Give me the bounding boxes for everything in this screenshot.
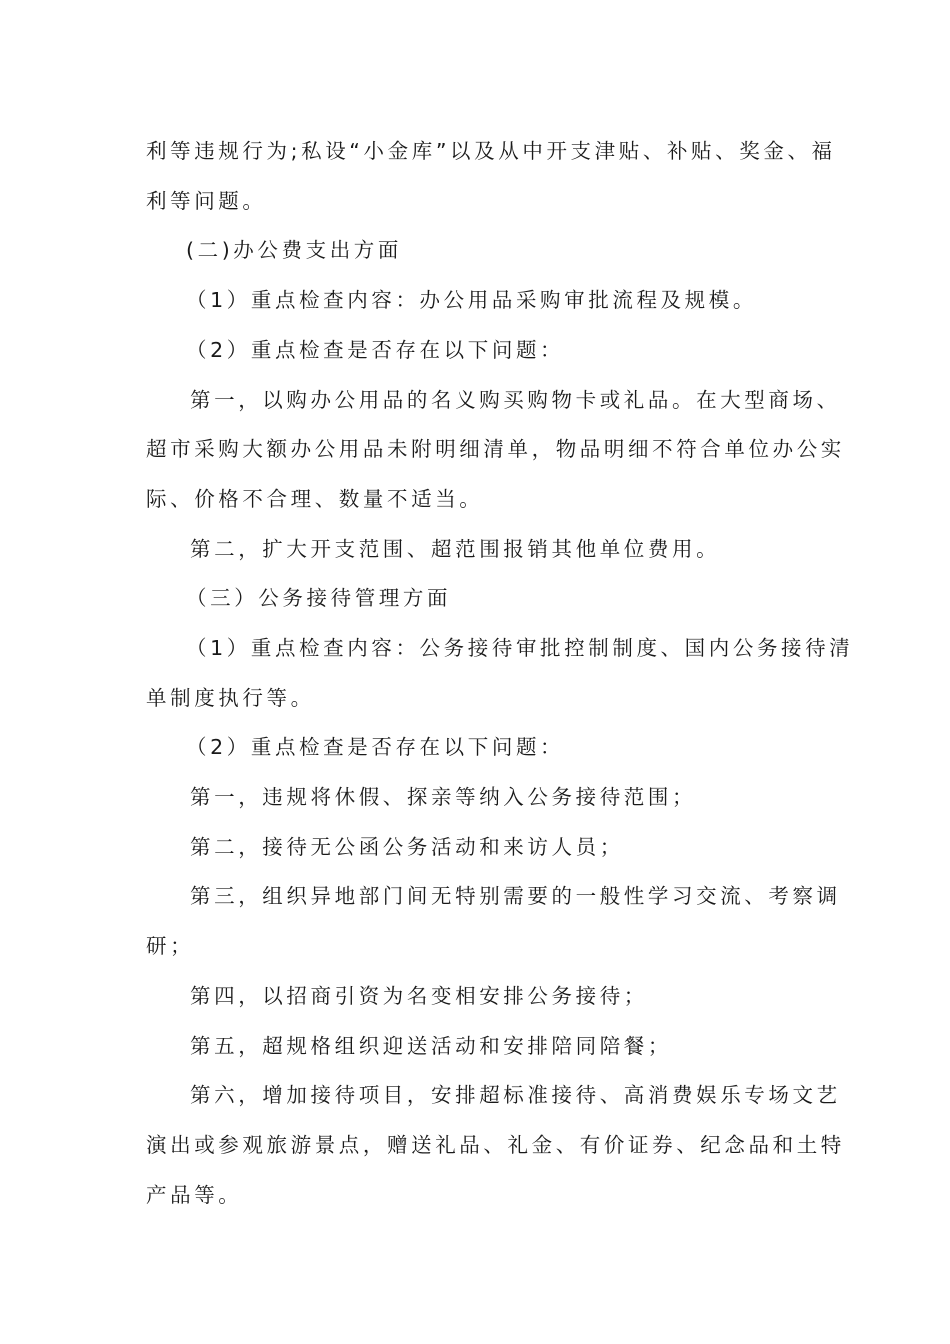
text-line: 第四，以招商引资为名变相安排公务接待；	[190, 984, 648, 1008]
text-line: 第六，增加接待项目，安排超标准接待、高消费娱乐专场文艺	[190, 1083, 841, 1107]
text-line: 第二，接待无公函公务活动和来访人员；	[190, 835, 624, 859]
text-line: （2）重点检查是否存在以下问题：	[186, 338, 565, 362]
text-line: 单制度执行等。	[146, 686, 315, 710]
text-line: 第五，超规格组织迎送活动和安排陪同陪餐；	[190, 1034, 672, 1058]
text-line: 研；	[146, 934, 195, 958]
text-line: 第三，组织异地部门间无特别需要的一般性学习交流、考察调	[190, 884, 841, 908]
text-line: 利等问题。	[146, 189, 267, 213]
text-line: 第一，以购办公用品的名义购买购物卡或礼品。在大型商场、	[190, 388, 841, 412]
text-line: 利等违规行为;私设“小金库”以及从中开支津贴、补贴、奖金、福	[146, 139, 836, 163]
text-line: 演出或参观旅游景点，赠送礼品、礼金、有价证券、纪念品和土特	[146, 1133, 845, 1157]
text-line: 超市采购大额办公用品未附明细清单，物品明细不符合单位办公实	[146, 437, 845, 461]
text-line: 第一，违规将休假、探亲等纳入公务接待范围；	[190, 785, 697, 809]
section-heading: (二)办公费支出方面	[186, 238, 402, 262]
text-line: 第二，扩大开支范围、超范围报销其他单位费用。	[190, 537, 721, 561]
text-line: （1）重点检查内容：办公用品采购审批流程及规模。	[186, 288, 757, 312]
text-line: 际、价格不合理、数量不适当。	[146, 487, 484, 511]
text-line: （2）重点检查是否存在以下问题：	[186, 735, 565, 759]
text-line: （1）重点检查内容：公务接待审批控制制度、国内公务接待清	[186, 636, 854, 660]
section-heading: （三）公务接待管理方面	[186, 586, 452, 610]
text-line: 产品等。	[146, 1183, 243, 1207]
